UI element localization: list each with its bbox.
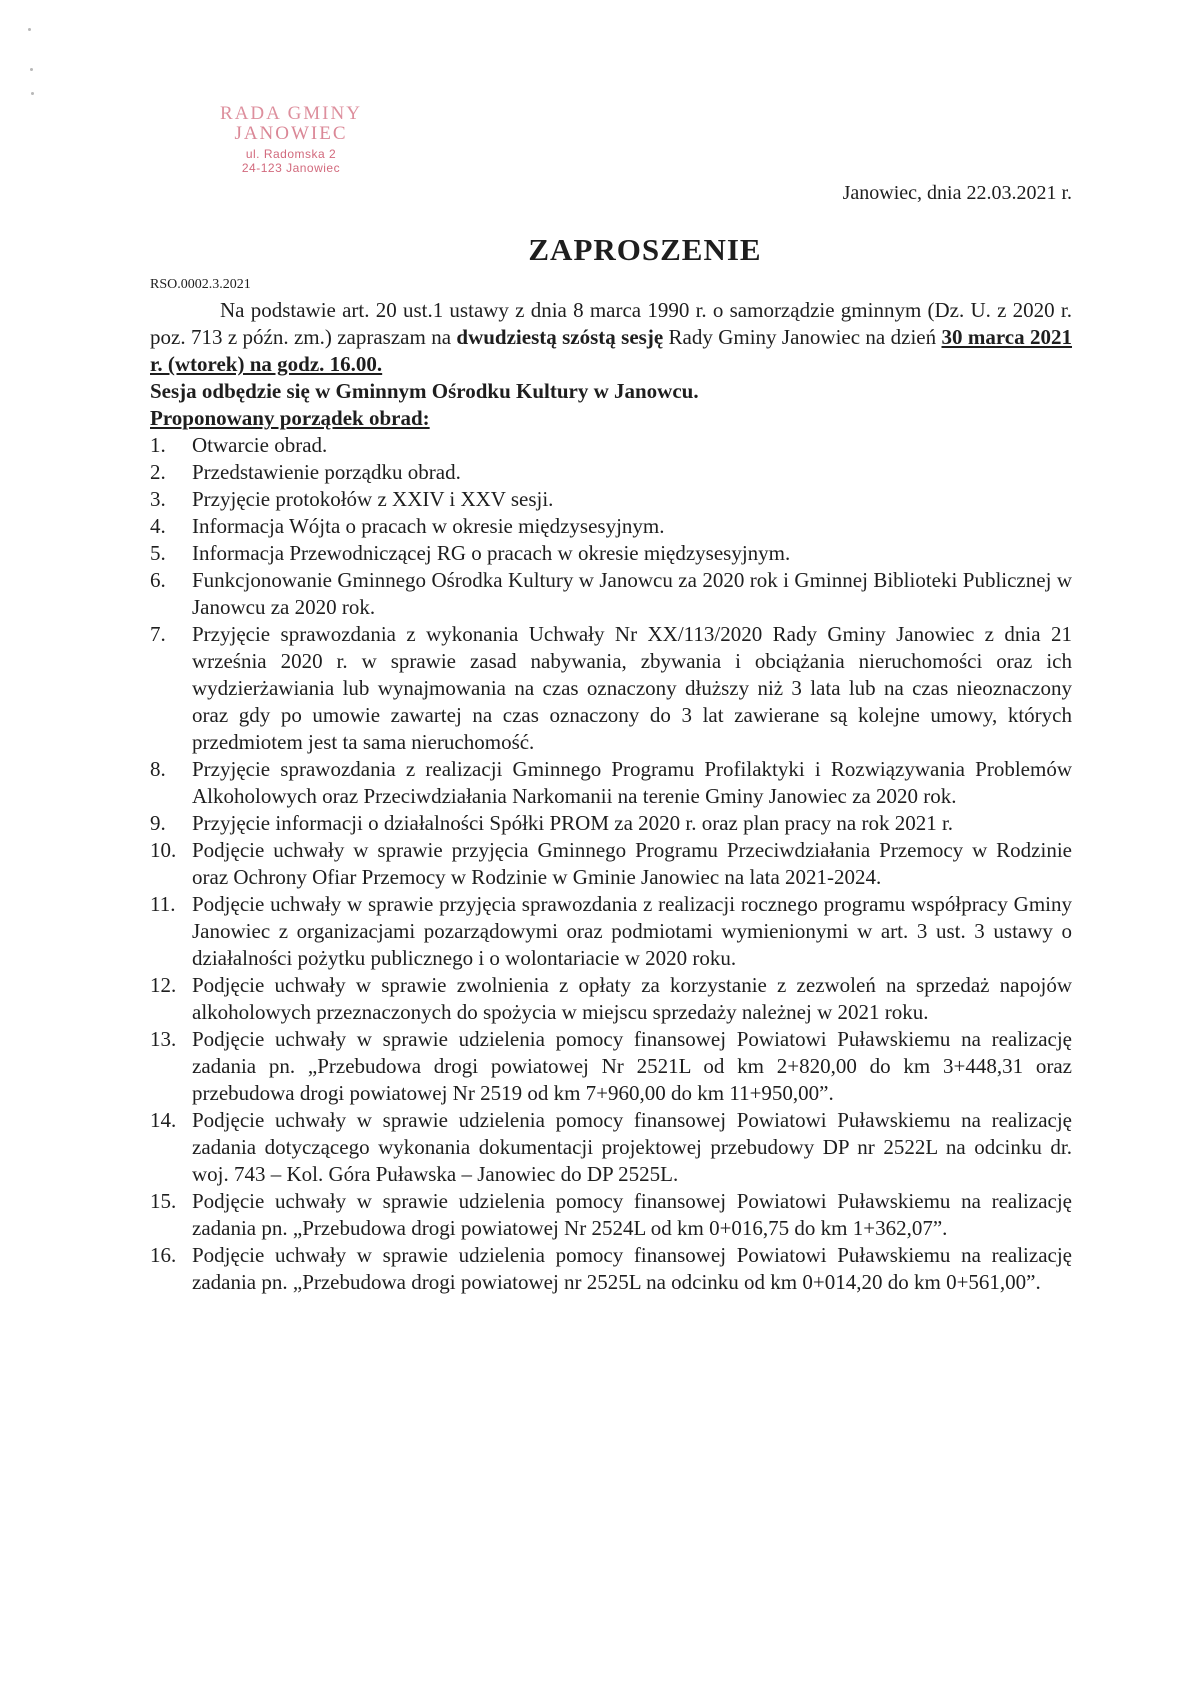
agenda-item-text: Przyjęcie protokołów z XXIV i XXV sesji. [192,487,554,511]
scan-speck [31,92,34,95]
agenda-item-number: 12. [150,973,177,997]
agenda-item [150,621,1072,756]
agenda-item-number: 1. [150,433,166,457]
agenda-item [150,459,1072,486]
reference-number: RSO.0002.3.2021 [150,277,251,292]
scan-speck [28,28,31,31]
agenda-item-text: Przyjęcie sprawozdania z realizacji Gminnego Programu Profilaktyki i Rozwiązywania Problemów Alkoholowych oraz Przeciwdziałania Narkomanii na terenie Gminy Janowiec za 2020 rok. [192,757,1072,808]
agenda-item-number: 16. [150,1243,177,1267]
agenda-item [150,567,1072,621]
agenda-item-number: 8. [150,757,166,781]
agenda-item-number: 14. [150,1108,177,1132]
stamp-line-3: ul. Radomska 2 [245,147,337,161]
agenda-item-number: 3. [150,487,166,511]
place-and-date: Janowiec, dnia 22.03.2021 r. [842,182,1072,204]
agenda-item-number: 2. [150,460,166,484]
agenda-item-text: Podjęcie uchwały w sprawie przyjęcia sprawozdania z realizacji rocznego programu współpracy Gminy Janowiec z organizacjami pozarządowymi oraz podmiotami wymienionymi w art. 3 ust. 3 ustawy o działalności pożytku publicznego i o wolontariacie w 2020 roku. [192,892,1072,970]
agenda-item-number: 4. [150,514,166,538]
intro-paragraph [150,297,1072,378]
agenda-item-text: Podjęcie uchwały w sprawie udzielenia pomocy finansowej Powiatowi Puławskiemu na realizację zadania dotyczącego wykonania dokumentacji projektowej przebudowy DP nr 2522L na odcinku dr. woj. 743 – Kol. Góra Puławska – Janowiec do DP 2525L. [192,1108,1072,1186]
agenda-item [150,1026,1072,1107]
agenda-item-text: Podjęcie uchwały w sprawie udzielenia pomocy finansowej Powiatowi Puławskiemu na realizację zadania pn. „Przebudowa drogi powiatowej Nr 2521L od km 2+820,00 do km 3+448,31 oraz przebudowa drogi powiatowej Nr 2519 od km 7+960,00 do km 11+950,00”. [192,1027,1072,1105]
agenda-item-number: 11. [150,892,176,916]
agenda-item [150,891,1072,972]
session-date-time: 30 marca 2021 r. (wtorek) na godz. 16.00. [150,325,1072,376]
agenda-item [150,756,1072,810]
stamp-line-2: JANOWIEC [234,123,348,144]
stamp-line-1: RADA GMINY [220,103,362,124]
agenda-item-text: Funkcjonowanie Gminnego Ośrodka Kultury w Janowcu za 2020 rok i Gminnej Biblioteki Publicznej w Janowcu za 2020 rok. [192,568,1072,619]
agenda-item-number: 9. [150,811,166,835]
agenda-item [150,1188,1072,1242]
stamp-line-4: 24-123 Janowiec [241,161,341,175]
document-title: ZAPROSZENIE [528,232,762,267]
document-body [150,297,1072,1296]
agenda-item [150,1107,1072,1188]
agenda-item-text: Informacja Wójta o pracach w okresie międzysesyjnym. [192,514,665,538]
agenda-item-number: 13. [150,1027,177,1051]
agenda-item [150,1242,1072,1296]
agenda-item [150,486,1072,513]
scan-speck [30,68,33,71]
agenda-item-text: Informacja Przewodniczącej RG o pracach w okresie międzysesyjnym. [192,541,791,565]
agenda-item-text: Przyjęcie sprawozdania z wykonania Uchwały Nr XX/113/2020 Rady Gminy Janowiec z dnia 21 września 2020 r. w sprawie zasad nabywania, zbywania i obciążania nieruchomości oraz ich wydzierżawiania lub wynajmowania na czas oznaczony dłuższy niż 3 lata lub na czas nieoznaczony oraz gdy po umowie zawartej na czas oznaczony do 3 lat zawierane są kolejne umowy, których przedmiotem jest ta sama nieruchomość. [192,622,1072,754]
agenda-item [150,972,1072,1026]
agenda-item [150,513,1072,540]
agenda-item-text: Otwarcie obrad. [192,433,328,457]
agenda-item [150,432,1072,459]
session-venue: Sesja odbędzie się w Gminnym Ośrodku Kultury w Janowcu. [150,379,699,403]
intro-text-2: Rady Gminy Janowiec na dzień [663,325,942,349]
agenda-item-text: Podjęcie uchwały w sprawie udzielenia pomocy finansowej Powiatowi Puławskiemu na realizację zadania pn. „Przebudowa drogi powiatowej nr 2525L na odcinku od km 0+014,20 do km 0+561,00”. [192,1243,1072,1294]
agenda-item-text: Podjęcie uchwały w sprawie przyjęcia Gminnego Programu Przeciwdziałania Przemocy w Rodzinie oraz Ochrony Ofiar Przemocy w Rodzinie w Gminie Janowiec na lata 2021-2024. [192,838,1072,889]
intro-text-1: Na podstawie art. 20 ust.1 ustawy z dnia 8 marca 1990 r. o samorządzie gminnym (Dz. U. z 2020 r. poz. 713 z późn. zm.) zapraszam na [150,298,1072,349]
agenda-item-number: 6. [150,568,166,592]
session-number: dwudziestą szóstą sesję [456,325,664,349]
agenda-item [150,540,1072,567]
agenda-list [150,432,1072,1296]
agenda-item-text: Przedstawienie porządku obrad. [192,460,461,484]
agenda-heading: Proponowany porządek obrad: [150,406,430,430]
agenda-item [150,837,1072,891]
agenda-item [150,810,1072,837]
agenda-item-number: 5. [150,541,166,565]
agenda-item-text: Podjęcie uchwały w sprawie zwolnienia z opłaty za korzystanie z zezwoleń na sprzedaż napojów alkoholowych przeznaczonych do spożycia w miejscu sprzedaży należnej w 2021 roku. [192,973,1072,1024]
agenda-item-text: Podjęcie uchwały w sprawie udzielenia pomocy finansowej Powiatowi Puławskiemu na realizację zadania pn. „Przebudowa drogi powiatowej Nr 2524L od km 0+016,75 do km 1+362,07”. [192,1189,1072,1240]
agenda-item-number: 10. [150,838,177,862]
agenda-item-number: 7. [150,622,166,646]
council-stamp [206,104,376,174]
agenda-item-text: Przyjęcie informacji o działalności Spółki PROM za 2020 r. oraz plan pracy na rok 2021 r. [192,811,954,835]
agenda-item-number: 15. [150,1189,177,1213]
